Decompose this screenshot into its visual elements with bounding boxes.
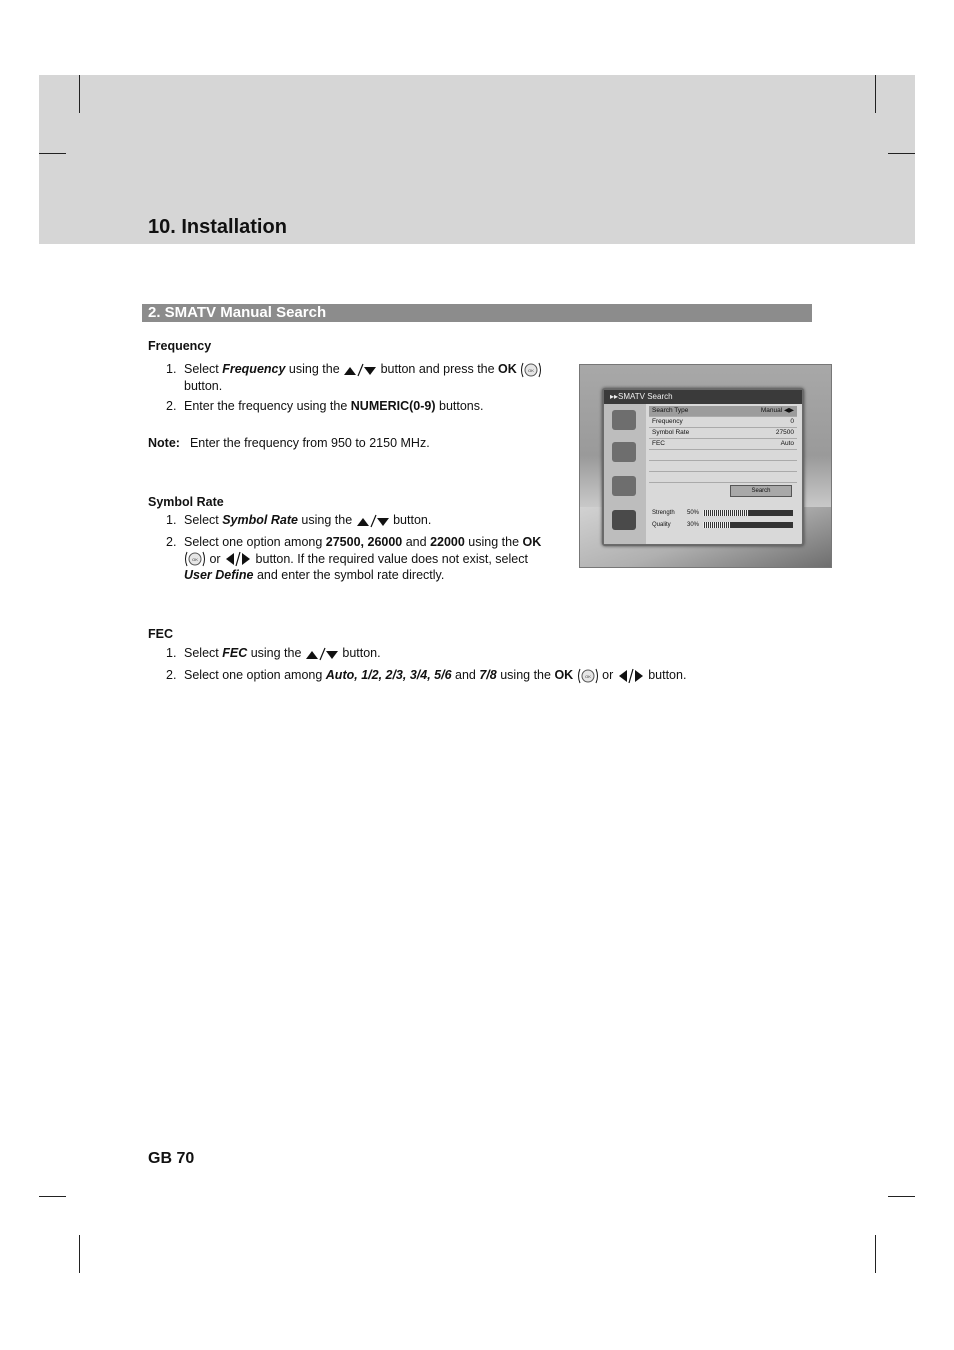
crop-mark — [39, 153, 66, 154]
frequency-step-2: 2. Enter the frequency using the NUMERIC(0-9) buttons. — [166, 399, 484, 413]
strength-meter: Strength 50% — [649, 508, 797, 518]
crop-mark — [888, 153, 915, 154]
fec-step-2: 2. Select one option among Auto, 1/2, 2/3, 3/4, 5/6 and 7/8 using the OK OK or button. — [166, 668, 687, 682]
symbol-rate-step-2: 2. Select one option among 27500, 26000 and 22000 using the OK OK or button. If the required value does not exist, select User Define and enter the symbol rate directly. — [166, 535, 542, 583]
up-down-arrows-icon — [343, 363, 377, 377]
left-right-arrows-icon — [224, 551, 252, 567]
svg-text:OK: OK — [528, 367, 535, 373]
up-down-arrows-icon — [356, 514, 390, 528]
symbol-rate-step-1: 1. Select Symbol Rate using the button. — [166, 513, 432, 527]
search-button[interactable]: Search — [730, 485, 792, 497]
svg-text:OK: OK — [192, 557, 198, 563]
svg-text:OK: OK — [584, 673, 591, 679]
osd-sidebar — [604, 404, 646, 544]
strength-bar-fill — [703, 510, 748, 516]
osd-row-empty — [649, 450, 797, 461]
osd-row-empty — [649, 461, 797, 472]
crop-mark — [888, 1196, 915, 1197]
quality-bar-fill — [703, 522, 730, 528]
frequency-step-1: 1. Select Frequency using the button and press the OK OK button. — [166, 361, 556, 394]
osd-row-frequency[interactable]: Frequency 0 — [649, 417, 797, 428]
osd-row-fec[interactable]: FEC Auto — [649, 439, 797, 450]
tools-icon — [612, 442, 636, 462]
fec-heading: FEC — [148, 627, 173, 641]
quality-meter: Quality 30% — [649, 520, 797, 530]
osd-row-empty — [649, 472, 797, 483]
osd-title: ▸▸SMATV Search — [604, 390, 802, 404]
crop-mark — [79, 1235, 80, 1273]
satellite-icon — [612, 510, 636, 530]
page-number: GB 70 — [148, 1150, 195, 1167]
osd-window — [602, 388, 804, 546]
crop-mark — [875, 75, 876, 113]
crop-mark — [79, 75, 80, 113]
osd-row-symbol-rate[interactable]: Symbol Rate 27500 — [649, 428, 797, 439]
crop-mark — [39, 1196, 66, 1197]
ok-button-icon — [520, 362, 542, 378]
frequency-note: Note: Enter the frequency from 950 to 2150 MHz. — [148, 436, 430, 450]
smatv-search-screenshot — [579, 364, 832, 568]
osd-row-search-type[interactable]: Search Type Manual ◀▶ — [649, 406, 797, 417]
up-down-arrows-icon — [305, 647, 339, 661]
ok-button-icon — [184, 551, 206, 567]
ok-button-icon — [577, 668, 599, 684]
frequency-heading: Frequency — [148, 339, 212, 353]
fec-step-1: 1. Select FEC using the button. — [166, 646, 381, 660]
section-title: 2. SMATV Manual Search — [142, 304, 812, 322]
installation-icon — [612, 410, 636, 430]
chapter-title: 10. Installation — [148, 216, 287, 238]
left-right-arrows-icon — [617, 668, 645, 684]
crop-mark — [875, 1235, 876, 1273]
symbol-rate-heading: Symbol Rate — [148, 495, 224, 509]
tv-icon — [612, 476, 636, 496]
